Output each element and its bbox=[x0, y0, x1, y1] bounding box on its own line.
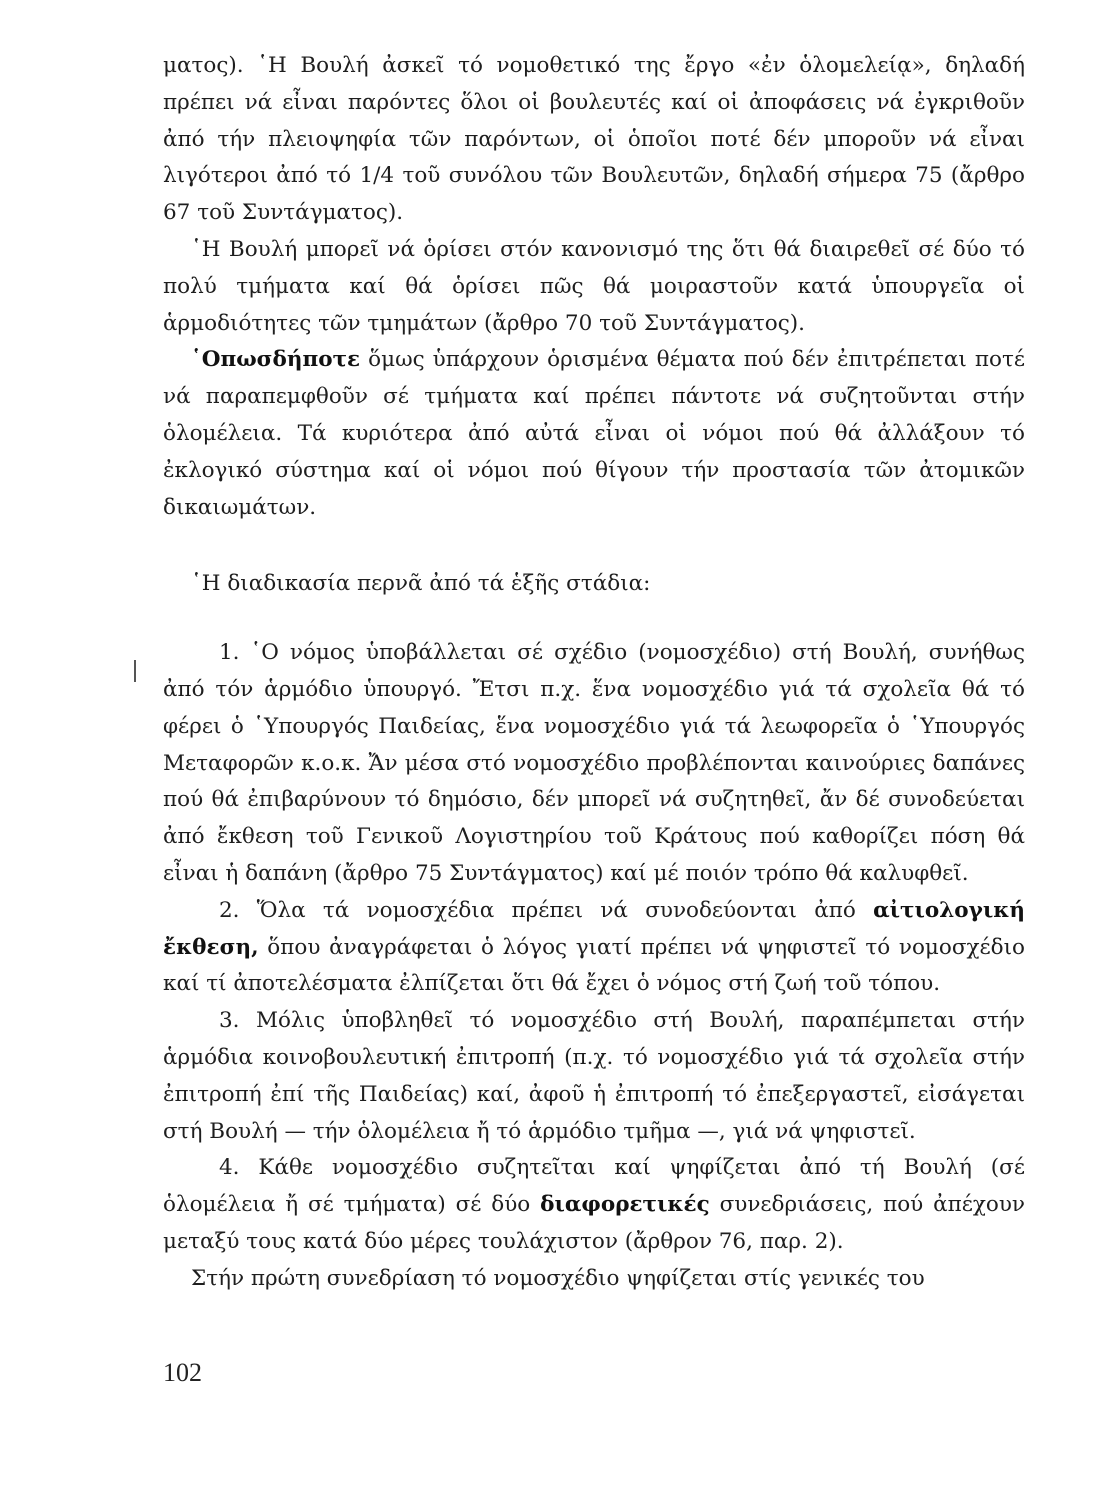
bold-term: ῾Οπωσδήποτε bbox=[191, 347, 361, 373]
paragraph-sections bbox=[163, 232, 1025, 342]
paragraph-text: Στήν πρώτη συνεδρίαση τό νομοσχέδιο ψηφίζεται στίς γενικές του bbox=[191, 1265, 925, 1291]
paragraph-procedure-intro bbox=[163, 566, 1025, 603]
paragraph-text: 4. Κάθε νομοσχέδιο συζητεῖται καί ψηφίζεται ἀπό τή Βουλή (σέ ὁλομέλεια ἤ σέ τμήματα) σέ δύο bbox=[163, 1155, 1025, 1218]
paragraph-text: ὅπου ἀναγράφεται ὁ λόγος γιατί πρέπει νά ψηφιστεῖ τό νομοσχέδιο καί τί ἀποτελέσματα ἐλπίζεται ὅτι θά ἔχει ὁ νόμος στή ζωή τοῦ τόπου. bbox=[163, 934, 1025, 997]
list-item-step-1 bbox=[163, 635, 1025, 893]
paragraph-voting-plenary bbox=[163, 48, 1025, 232]
paragraph-text: 1. ῾Ο νόμος ὑποβάλλεται σέ σχέδιο (νομοσχέδιο) στή Βουλή, συνήθως ἀπό τόν ἁρμόδιο ὑπουργό. Ἔτσι π.χ. ἕνα νομοσχέδιο γιά τά σχολεῖα θά τό φέρει ὁ ῾Υπουργός Παιδείας, ἕνα νομοσχέδιο γιά τά λεωφορεῖα ὁ ῾Υπουργός Μεταφορῶν κ.ο.κ. Ἄν μέσα στό νομοσχέδιο προβλέπονται καινούριες δαπάνες πού θά ἐπιβαρύνουν τό δημόσιο, δέν μπορεῖ νά συζητηθεῖ, ἄν δέ συνοδεύεται ἀπό ἔκθεση τοῦ Γενικοῦ Λογιστηρίου τοῦ Κράτους πού καθορίζει πόση θά εἶναι ἡ δαπάνη (ἄρθρο 75 Συντάγματος) καί μέ ποιόν τρόπο θά καλυφθεῖ. bbox=[163, 640, 1025, 886]
bold-term: αἰτιολογική ἔκθεση, bbox=[163, 897, 1025, 960]
bold-term: διαφορετικές bbox=[540, 1192, 710, 1218]
paragraph-plenary-only bbox=[163, 342, 1025, 526]
paragraph-text: 2. Ὅλα τά νομοσχέδια πρέπει νά συνοδεύονται ἀπό bbox=[219, 897, 874, 923]
list-item-step-2 bbox=[163, 893, 1025, 1003]
page-body bbox=[163, 48, 1025, 1298]
paragraph-first-session bbox=[163, 1261, 1025, 1298]
margin-mark bbox=[134, 660, 136, 682]
page-number: 102 bbox=[163, 1358, 202, 1387]
paragraph-text: ὅμως ὑπάρχουν ὁρισμένα θέματα πού δέν ἐπιτρέπεται ποτέ νά παραπεμφθοῦν σέ τμήματα καί πρέπει πάντοτε νά συζητοῦνται στήν ὁλομέλεια. Τά κυριότερα ἀπό αὐτά εἶναι οἱ νόμοι πού θά ἀλλάξουν τό ἐκλογικό σύστημα καί οἱ νόμοι πού θίγουν τήν προστασία τῶν ἀτομικῶν δικαιωμάτων. bbox=[163, 347, 1025, 520]
paragraph-text: ματος). ῾Η Βουλή ἀσκεῖ τό νομοθετικό της ἔργο «ἐν ὁλομελείᾳ», δηλαδή πρέπει νά εἶναι παρόντες ὅλοι οἱ βουλευτές καί οἱ ἀποφάσεις νά ἐγκριθοῦν ἀπό τήν πλειοψηφία τῶν παρόντων, οἱ ὁποῖοι ποτέ δέν μποροῦν νά εἶναι λιγότεροι ἀπό τό 1/4 τοῦ συνόλου τῶν Βουλευτῶν, δηλαδή σήμερα 75 (ἄρθρο 67 τοῦ Συντάγματος). bbox=[163, 53, 1025, 226]
paragraph-text: συνεδριάσεις, πού ἀπέχουν μεταξύ τους κατά δύο μέρες τουλάχιστον (ἄρθρον 76, παρ. 2). bbox=[163, 1192, 1025, 1254]
paragraph-text: 3. Μόλις ὑποβληθεῖ τό νομοσχέδιο στή Βουλή, παραπέμπεται στήν ἁρμόδια κοινοβουλευτική ἐπιτροπή (π.χ. τό νομοσχέδιο γιά τά σχολεῖα στήν ἐπιτροπή ἐπί τῆς Παιδείας) καί, ἀφοῦ ἡ ἐπιτροπή τό ἐπεξεργαστεῖ, εἰσάγεται στή Βουλή — τήν ὁλομέλεια ἤ τό ἁρμόδιο τμῆμα —, γιά νά ψηφιστεῖ. bbox=[163, 1008, 1025, 1144]
paragraph-text: ῾Η Βουλή μπορεῖ νά ὁρίσει στόν κανονισμό της ὅτι θά διαιρεθεῖ σέ δύο τό πολύ τμήματα καί θά ὁρίσει πῶς θά μοιραστοῦν κατά ὑπουργεῖα οἱ ἁρμοδιότητες τῶν τμημάτων (ἄρθρο 70 τοῦ Συντάγματος). bbox=[163, 236, 1025, 336]
paragraph-text: ῾Η διαδικασία περνᾶ ἀπό τά ἑξῆς στάδια: bbox=[191, 571, 651, 597]
list-item-step-3 bbox=[163, 1003, 1025, 1150]
list-item-step-4 bbox=[163, 1150, 1025, 1260]
